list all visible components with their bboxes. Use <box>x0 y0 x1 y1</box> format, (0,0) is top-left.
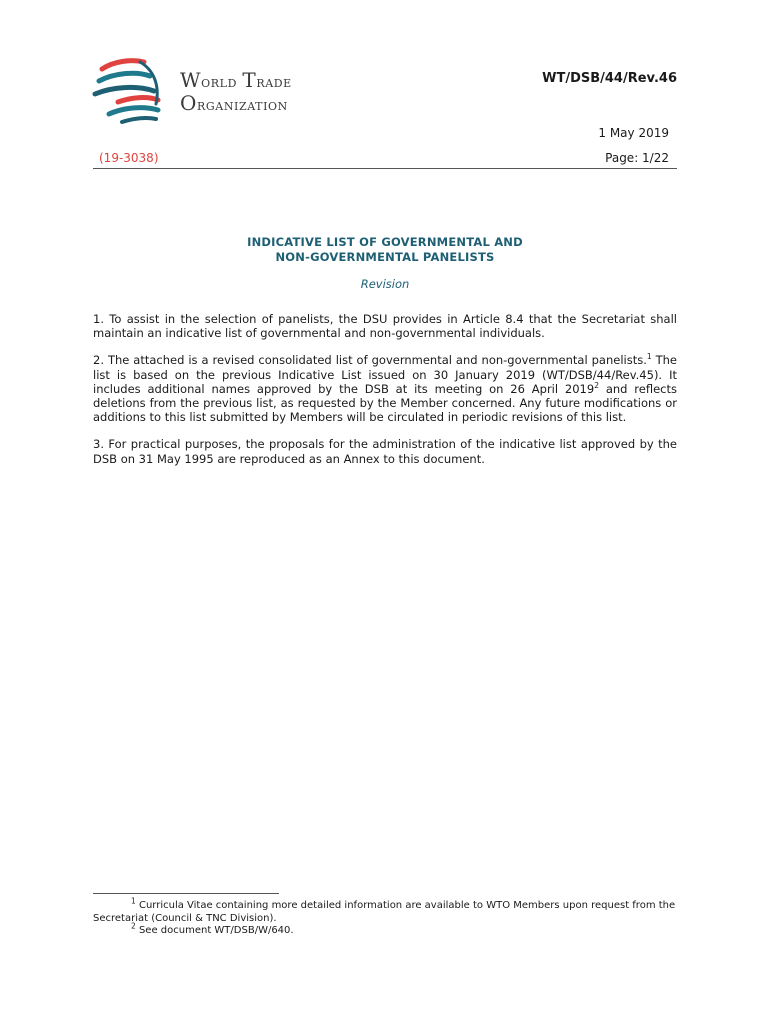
document-number: (19-3038) <box>99 151 159 165</box>
paragraph-2: 2. The attached is a revised consolidated list of governmental and non-governmental panelists.$^1$ The list is based on the previous Indicative List issued on 30 January 2019 (WT/DSB/44/Rev.45). It includes additional names approved by the DSB at its meeting on 26 April 2019$^2$ and reflects deletions from the previous list, as requested by the Member concerned. Any future modifications or additions to this list submitted by Members will be circulated in periodic revisions of this list. <box>93 352 677 425</box>
footnote-ref-1: 1 <box>646 352 652 362</box>
paragraph-3: 3. For practical purposes, the proposals for the administration of the indicative list approved by the DSB on 31 May 1995 are reproduced as an Annex to this document. <box>93 437 677 466</box>
document-symbol: WT/DSB/44/Rev.46 <box>542 71 677 86</box>
organization-name-line1: World Trade <box>180 68 292 92</box>
wto-emblem-icon <box>92 56 172 128</box>
document-subtitle: Revision <box>360 277 410 291</box>
organization-name <box>180 70 292 116</box>
header-divider <box>93 168 677 169</box>
page-number: Page: 1/22 <box>605 151 669 165</box>
footnote-1: $^1$ Curricula Vitae containing more detailed information are available to WTO Members upon request from the Secretariat (Council & TNC Division). <box>93 896 676 924</box>
document-title <box>93 235 677 265</box>
document-body <box>93 312 677 479</box>
paragraph-1: 1. To assist in the selection of panelists, the DSU provides in Article 8.4 that the Secretariat shall maintain an indicative list of governmental and non-governmental individuals. <box>93 312 677 341</box>
footnotes <box>93 896 677 938</box>
wto-logo <box>92 56 352 128</box>
footnote-divider <box>93 893 279 894</box>
footnote-ref-2: 2 <box>594 380 599 390</box>
document-title-line2: NON-GOVERNMENTAL PANELISTS <box>275 250 495 264</box>
organization-name-line2: Organization <box>180 91 288 115</box>
document-title-line1: INDICATIVE LIST OF GOVERNMENTAL AND <box>247 235 523 249</box>
footnote-2: $^2$ See document WT/DSB/W/640. <box>131 921 294 936</box>
document-date: 1 May 2019 <box>598 126 669 140</box>
